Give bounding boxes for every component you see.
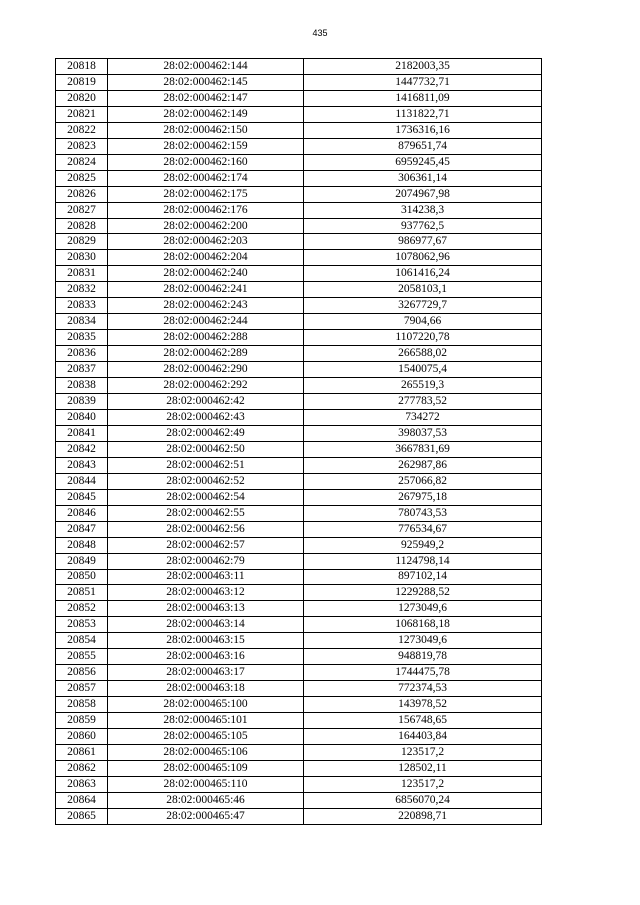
cadastral-value-cell: 3267729,7 [304, 298, 542, 314]
cadastral-number-cell: 28:02:000462:175 [108, 186, 304, 202]
cadastral-value-cell: 1124798,14 [304, 553, 542, 569]
row-number-cell: 20820 [56, 90, 108, 106]
cadastral-value-cell: 123517,2 [304, 776, 542, 792]
table-row [56, 649, 542, 665]
table-row [56, 59, 542, 75]
row-number-cell: 20818 [56, 59, 108, 75]
cadastral-value-cell: 1540075,4 [304, 362, 542, 378]
row-number-cell: 20840 [56, 409, 108, 425]
cadastral-value-cell: 1273049,6 [304, 601, 542, 617]
cadastral-value-cell: 267975,18 [304, 489, 542, 505]
row-number-cell: 20841 [56, 425, 108, 441]
row-number-cell: 20849 [56, 553, 108, 569]
row-number-cell: 20863 [56, 776, 108, 792]
cadastral-number-cell: 28:02:000463:16 [108, 649, 304, 665]
cadastral-number-cell: 28:02:000462:43 [108, 409, 304, 425]
cadastral-value-cell: 925949,2 [304, 537, 542, 553]
cadastral-number-cell: 28:02:000462:150 [108, 122, 304, 138]
table-row [56, 138, 542, 154]
table-row [56, 234, 542, 250]
table-row [56, 282, 542, 298]
cadastral-value-cell: 6959245,45 [304, 154, 542, 170]
cadastral-number-cell: 28:02:000462:149 [108, 106, 304, 122]
row-number-cell: 20843 [56, 457, 108, 473]
cadastral-value-cell: 1061416,24 [304, 266, 542, 282]
table-row [56, 330, 542, 346]
table-row [56, 90, 542, 106]
row-number-cell: 20828 [56, 218, 108, 234]
cadastral-number-cell: 28:02:000465:105 [108, 729, 304, 745]
cadastral-number-cell: 28:02:000462:55 [108, 505, 304, 521]
row-number-cell: 20823 [56, 138, 108, 154]
row-number-cell: 20845 [56, 489, 108, 505]
row-number-cell: 20826 [56, 186, 108, 202]
cadastral-number-cell: 28:02:000462:200 [108, 218, 304, 234]
table-row [56, 362, 542, 378]
row-number-cell: 20858 [56, 697, 108, 713]
cadastral-number-cell: 28:02:000462:240 [108, 266, 304, 282]
table-row [56, 218, 542, 234]
cadastral-value-cell: 772374,53 [304, 681, 542, 697]
row-number-cell: 20850 [56, 569, 108, 585]
cadastral-number-cell: 28:02:000462:292 [108, 378, 304, 394]
table-row [56, 681, 542, 697]
cadastral-value-cell: 277783,52 [304, 394, 542, 410]
cadastral-number-cell: 28:02:000463:18 [108, 681, 304, 697]
page-number: 435 [312, 28, 328, 38]
table-row [56, 314, 542, 330]
table-row [56, 521, 542, 537]
row-number-cell: 20857 [56, 681, 108, 697]
cadastral-value-cell: 986977,67 [304, 234, 542, 250]
cadastral-value-cell: 3667831,69 [304, 441, 542, 457]
cadastral-value-cell: 1107220,78 [304, 330, 542, 346]
row-number-cell: 20860 [56, 729, 108, 745]
cadastral-value-cell: 7904,66 [304, 314, 542, 330]
cadastral-value-cell: 123517,2 [304, 744, 542, 760]
table-row [56, 74, 542, 90]
cadastral-number-cell: 28:02:000463:11 [108, 569, 304, 585]
cadastral-value-cell: 164403,84 [304, 729, 542, 745]
cadastral-number-cell: 28:02:000463:17 [108, 665, 304, 681]
cadastral-value-table [55, 58, 542, 825]
cadastral-value-cell: 6856070,24 [304, 792, 542, 808]
cadastral-value-cell: 1447732,71 [304, 74, 542, 90]
cadastral-number-cell: 28:02:000462:160 [108, 154, 304, 170]
table-row [56, 697, 542, 713]
row-number-cell: 20830 [56, 250, 108, 266]
table-row [56, 394, 542, 410]
cadastral-value-cell: 262987,86 [304, 457, 542, 473]
cadastral-value-cell: 879651,74 [304, 138, 542, 154]
table-row [56, 713, 542, 729]
row-number-cell: 20848 [56, 537, 108, 553]
row-number-cell: 20839 [56, 394, 108, 410]
table-row [56, 250, 542, 266]
cadastral-value-cell: 937762,5 [304, 218, 542, 234]
row-number-cell: 20827 [56, 202, 108, 218]
row-number-cell: 20861 [56, 744, 108, 760]
cadastral-value-cell: 1736316,16 [304, 122, 542, 138]
table-row [56, 409, 542, 425]
cadastral-number-cell: 28:02:000462:50 [108, 441, 304, 457]
table-row [56, 425, 542, 441]
cadastral-value-cell: 265519,3 [304, 378, 542, 394]
row-number-cell: 20819 [56, 74, 108, 90]
table-row [56, 378, 542, 394]
cadastral-value-cell: 948819,78 [304, 649, 542, 665]
table-row [56, 505, 542, 521]
row-number-cell: 20836 [56, 346, 108, 362]
cadastral-number-cell: 28:02:000462:56 [108, 521, 304, 537]
row-number-cell: 20846 [56, 505, 108, 521]
row-number-cell: 20821 [56, 106, 108, 122]
row-number-cell: 20825 [56, 170, 108, 186]
cadastral-number-cell: 28:02:000462:241 [108, 282, 304, 298]
cadastral-number-cell: 28:02:000462:290 [108, 362, 304, 378]
cadastral-number-cell: 28:02:000462:289 [108, 346, 304, 362]
cadastral-number-cell: 28:02:000462:51 [108, 457, 304, 473]
cadastral-value-cell: 1416811,09 [304, 90, 542, 106]
cadastral-number-cell: 28:02:000462:244 [108, 314, 304, 330]
cadastral-number-cell: 28:02:000462:176 [108, 202, 304, 218]
cadastral-value-cell: 2182003,35 [304, 59, 542, 75]
cadastral-number-cell: 28:02:000462:159 [108, 138, 304, 154]
cadastral-number-cell: 28:02:000462:52 [108, 473, 304, 489]
row-number-cell: 20822 [56, 122, 108, 138]
cadastral-value-cell: 2058103,1 [304, 282, 542, 298]
table-row [56, 202, 542, 218]
table-row [56, 122, 542, 138]
table-row [56, 617, 542, 633]
table-row [56, 665, 542, 681]
row-number-cell: 20862 [56, 760, 108, 776]
cadastral-value-cell: 156748,65 [304, 713, 542, 729]
row-number-cell: 20842 [56, 441, 108, 457]
row-number-cell: 20833 [56, 298, 108, 314]
cadastral-number-cell: 28:02:000462:174 [108, 170, 304, 186]
cadastral-value-cell: 2074967,98 [304, 186, 542, 202]
cadastral-number-cell: 28:02:000463:14 [108, 617, 304, 633]
cadastral-value-cell: 734272 [304, 409, 542, 425]
table-row [56, 760, 542, 776]
cadastral-number-cell: 28:02:000463:13 [108, 601, 304, 617]
row-number-cell: 20864 [56, 792, 108, 808]
table-row [56, 569, 542, 585]
cadastral-value-cell: 266588,02 [304, 346, 542, 362]
row-number-cell: 20832 [56, 282, 108, 298]
table-row [56, 808, 542, 824]
row-number-cell: 20834 [56, 314, 108, 330]
cadastral-number-cell: 28:02:000462:145 [108, 74, 304, 90]
table-row [56, 473, 542, 489]
cadastral-value-cell: 398037,53 [304, 425, 542, 441]
cadastral-value-cell: 143978,52 [304, 697, 542, 713]
cadastral-number-cell: 28:02:000462:54 [108, 489, 304, 505]
cadastral-value-cell: 1744475,78 [304, 665, 542, 681]
cadastral-value-cell: 314238,3 [304, 202, 542, 218]
table-row [56, 744, 542, 760]
table-row [56, 186, 542, 202]
table-row [56, 346, 542, 362]
row-number-cell: 20856 [56, 665, 108, 681]
cadastral-value-cell: 780743,53 [304, 505, 542, 521]
table-row [56, 489, 542, 505]
row-number-cell: 20865 [56, 808, 108, 824]
cadastral-value-cell: 257066,82 [304, 473, 542, 489]
cadastral-value-cell: 1229288,52 [304, 585, 542, 601]
cadastral-value-cell: 1273049,6 [304, 633, 542, 649]
cadastral-number-cell: 28:02:000462:204 [108, 250, 304, 266]
cadastral-number-cell: 28:02:000465:109 [108, 760, 304, 776]
row-number-cell: 20847 [56, 521, 108, 537]
row-number-cell: 20853 [56, 617, 108, 633]
cadastral-value-cell: 220898,71 [304, 808, 542, 824]
cadastral-number-cell: 28:02:000462:243 [108, 298, 304, 314]
cadastral-number-cell: 28:02:000465:101 [108, 713, 304, 729]
cadastral-number-cell: 28:02:000462:144 [108, 59, 304, 75]
cadastral-value-cell: 1078062,96 [304, 250, 542, 266]
cadastral-number-cell: 28:02:000462:288 [108, 330, 304, 346]
cadastral-value-cell: 1068168,18 [304, 617, 542, 633]
cadastral-number-cell: 28:02:000465:46 [108, 792, 304, 808]
cadastral-value-cell: 776534,67 [304, 521, 542, 537]
row-number-cell: 20844 [56, 473, 108, 489]
row-number-cell: 20835 [56, 330, 108, 346]
row-number-cell: 20852 [56, 601, 108, 617]
table-row [56, 457, 542, 473]
cadastral-number-cell: 28:02:000462:49 [108, 425, 304, 441]
row-number-cell: 20851 [56, 585, 108, 601]
table-row [56, 154, 542, 170]
row-number-cell: 20837 [56, 362, 108, 378]
table-row [56, 106, 542, 122]
cadastral-number-cell: 28:02:000463:12 [108, 585, 304, 601]
table-row [56, 537, 542, 553]
cadastral-value-cell: 128502,11 [304, 760, 542, 776]
row-number-cell: 20854 [56, 633, 108, 649]
cadastral-number-cell: 28:02:000462:42 [108, 394, 304, 410]
cadastral-number-cell: 28:02:000465:110 [108, 776, 304, 792]
row-number-cell: 20831 [56, 266, 108, 282]
cadastral-number-cell: 28:02:000463:15 [108, 633, 304, 649]
table-row [56, 633, 542, 649]
table-row [56, 441, 542, 457]
table-row [56, 601, 542, 617]
cadastral-number-cell: 28:02:000465:106 [108, 744, 304, 760]
row-number-cell: 20859 [56, 713, 108, 729]
cadastral-number-cell: 28:02:000462:147 [108, 90, 304, 106]
cadastral-number-cell: 28:02:000462:79 [108, 553, 304, 569]
table-row [56, 170, 542, 186]
table-row [56, 298, 542, 314]
cadastral-number-cell: 28:02:000462:57 [108, 537, 304, 553]
table-row [56, 729, 542, 745]
cadastral-value-cell: 306361,14 [304, 170, 542, 186]
cadastral-number-cell: 28:02:000465:100 [108, 697, 304, 713]
table-body [56, 59, 542, 825]
cadastral-number-cell: 28:02:000465:47 [108, 808, 304, 824]
row-number-cell: 20855 [56, 649, 108, 665]
cadastral-value-cell: 897102,14 [304, 569, 542, 585]
table-row [56, 585, 542, 601]
row-number-cell: 20838 [56, 378, 108, 394]
table-row [56, 266, 542, 282]
row-number-cell: 20824 [56, 154, 108, 170]
cadastral-number-cell: 28:02:000462:203 [108, 234, 304, 250]
row-number-cell: 20829 [56, 234, 108, 250]
table-row [56, 792, 542, 808]
table-row [56, 553, 542, 569]
table-row [56, 776, 542, 792]
cadastral-value-cell: 1131822,71 [304, 106, 542, 122]
